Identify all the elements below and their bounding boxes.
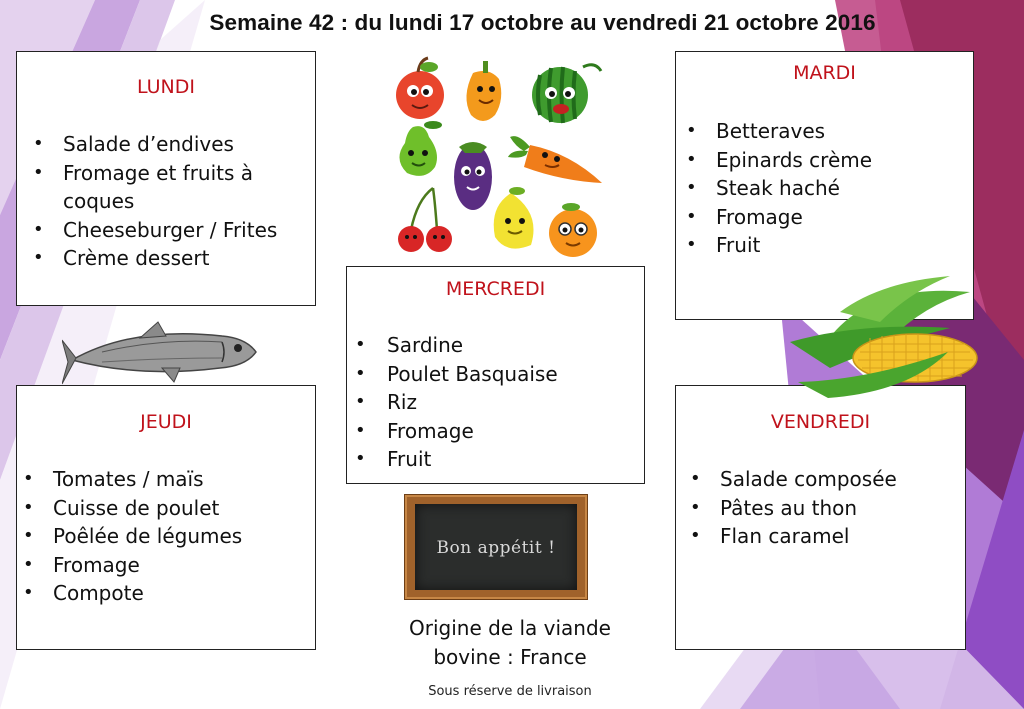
menu-item: • Fromage (686, 203, 966, 232)
chalkboard-surface (415, 504, 577, 590)
page-title: Semaine 42 : du lundi 17 octobre au vendredi 21 octobre 2016 (209, 10, 876, 35)
menu-item: • Crème dessert (33, 244, 308, 273)
day-title-vendredi: VENDREDI (770, 411, 871, 433)
day-title-lundi: LUNDI (137, 76, 195, 98)
menu-list-mardi (686, 117, 966, 260)
menu-item: • Salade composée (690, 465, 960, 494)
carrot-icon (508, 136, 602, 183)
day-title-mercredi: MERCREDI (445, 278, 546, 300)
eggplant-icon (454, 142, 492, 210)
delivery-disclaimer: Sous réserve de livraison (428, 684, 592, 699)
day-box-jeudi (16, 385, 316, 650)
lemon-icon (494, 187, 534, 249)
menu-item: • Cuisse de poulet (23, 494, 311, 523)
cherries-icon (398, 188, 452, 252)
pear-icon (399, 121, 442, 176)
menu-item: • Flan caramel (690, 522, 960, 551)
menu-item: • Fruit (355, 445, 640, 474)
pepper-icon (466, 61, 501, 121)
menu-item: • Sardine (355, 331, 640, 360)
menu-item: • Fromage et fruits à coques (33, 159, 308, 216)
menu-item: • Pâtes au thon (690, 494, 960, 523)
day-box-lundi (16, 51, 316, 306)
menu-list-mercredi (355, 331, 640, 474)
menu-item: • Epinards crème (686, 146, 966, 175)
menu-list-jeudi (23, 465, 311, 608)
corn-illustration (780, 272, 980, 407)
orange-icon (549, 203, 597, 257)
origin-line-1: Origine de la viande (409, 616, 611, 640)
menu-item: • Betteraves (686, 117, 966, 146)
meat-origin-note (350, 614, 670, 672)
menu-item: • Tomates / maïs (23, 465, 311, 494)
day-title-jeudi: JEUDI (140, 411, 192, 433)
fruits-vegetables-illustration (385, 55, 615, 260)
menu-item: • Fruit (686, 231, 966, 260)
menu-item: • Steak haché (686, 174, 966, 203)
chalkboard-text: Bon appétit ! (436, 538, 556, 558)
day-title-mardi: MARDI (793, 62, 856, 84)
menu-item: • Compote (23, 579, 311, 608)
menu-item: • Cheeseburger / Frites (33, 216, 308, 245)
apple-icon (396, 58, 444, 119)
menu-item: • Salade d’endives (33, 130, 308, 159)
menu-list-vendredi (690, 465, 960, 551)
day-box-vendredi (675, 385, 966, 650)
menu-list-lundi (33, 130, 308, 273)
menu-item: • Riz (355, 388, 640, 417)
origin-line-2: bovine : France (433, 645, 587, 669)
menu-item: • Fromage (23, 551, 311, 580)
watermelon-icon (532, 65, 601, 123)
menu-item: • Poêlée de légumes (23, 522, 311, 551)
chalkboard (404, 494, 588, 600)
menu-item: • Fromage (355, 417, 640, 446)
fish-illustration (62, 318, 258, 390)
day-box-mercredi (346, 266, 645, 484)
menu-item: • Poulet Basquaise (355, 360, 640, 389)
